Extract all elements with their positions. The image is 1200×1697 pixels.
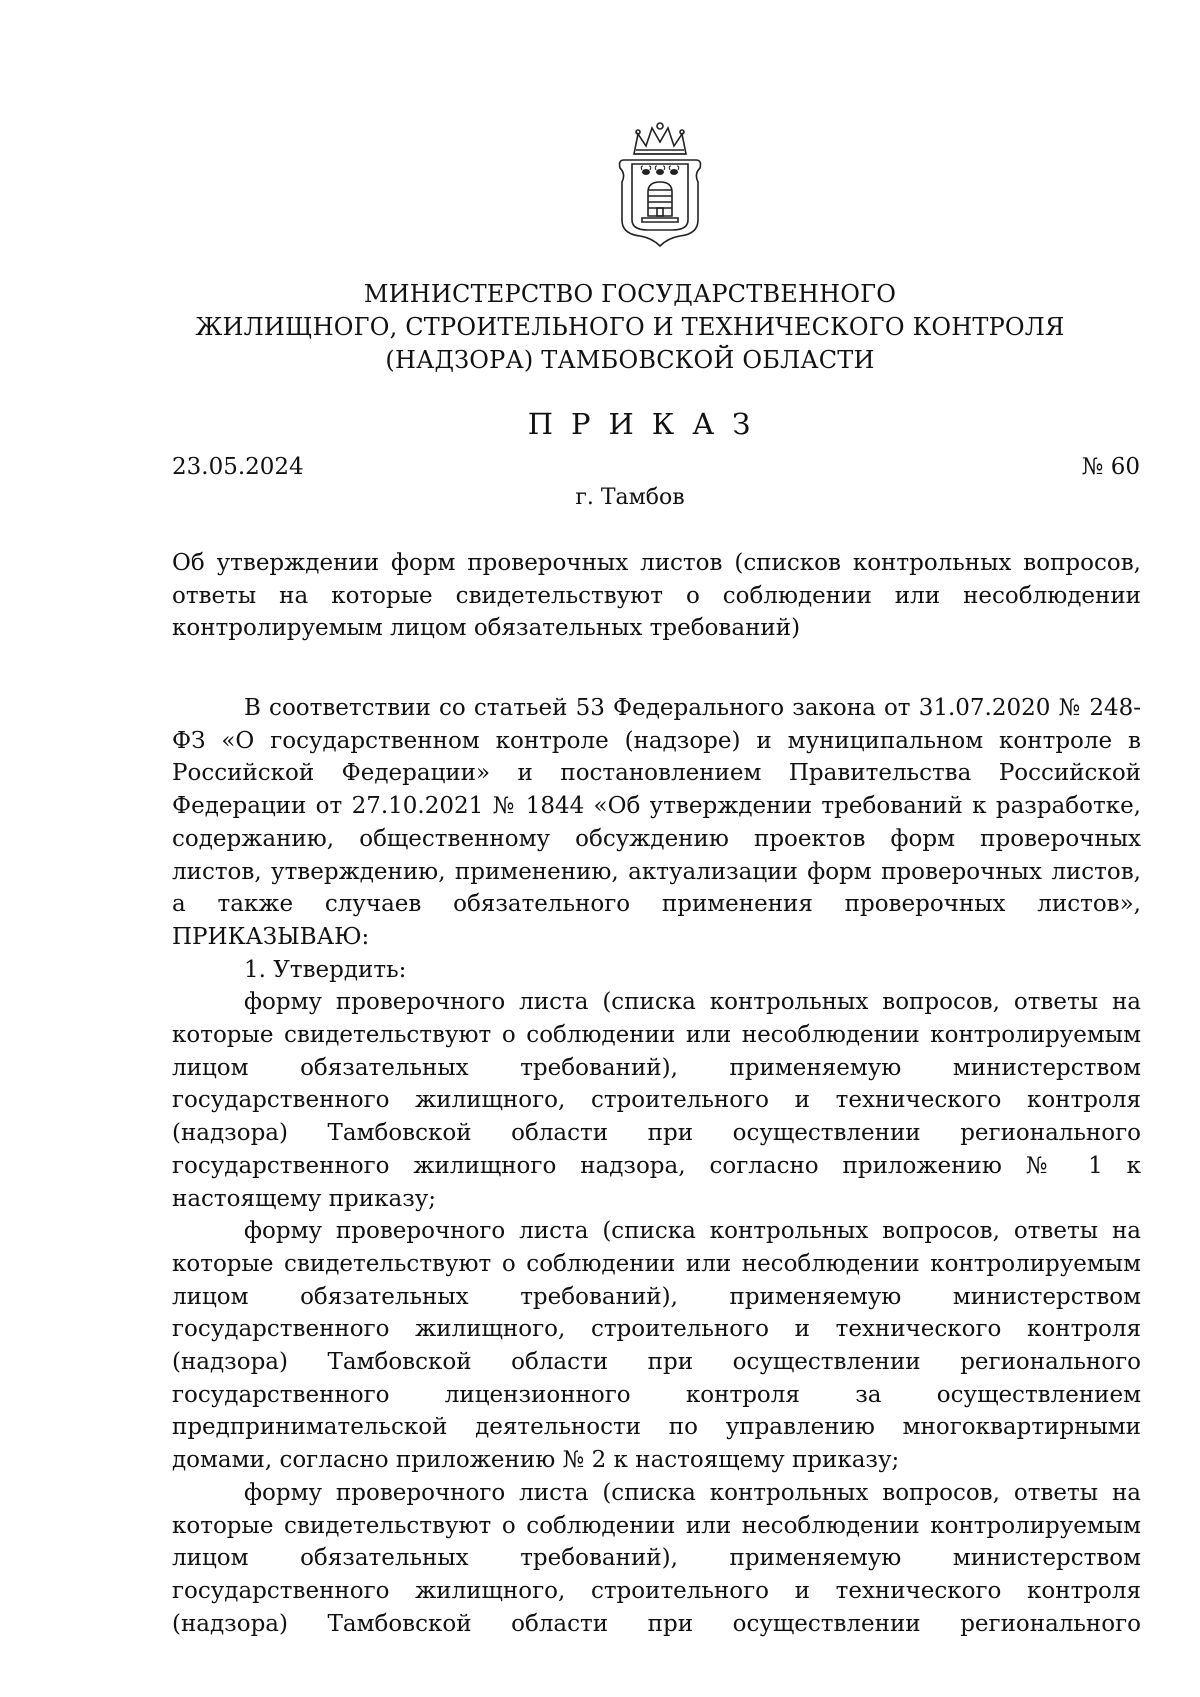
document-subject: Об утверждении форм проверочных листов (списков контрольных вопросов, ответы на которые свидетельствуют о соблюдении или несоблюдении контролируемым лицом обязательных требований): [172, 550, 1141, 641]
document-body: [172, 692, 1141, 1640]
tambov-coat-of-arms-icon: [612, 120, 708, 250]
document-date: 23.05.2024: [172, 454, 304, 480]
ministry-header: [170, 278, 1090, 377]
form-paragraph-1: форму проверочного листа (списка контрольных вопросов, ответы на которые свидетельствуют о соблюдении или несоблюдении контролируемым лицом обязательных требований), применяемую министерством государственного жилищного, строительного и технического контроля (надзора) Тамбовской области при осуществлении регионального государственного жилищного надзора, согласно приложению № 1 к настоящему приказу;: [172, 989, 1141, 1212]
ministry-header-line: ЖИЛИЩНОГО, СТРОИТЕЛЬНОГО И ТЕХНИЧЕСКОГО КОНТРОЛЯ: [195, 313, 1065, 341]
form-paragraph-2: форму проверочного листа (списка контрольных вопросов, ответы на которые свидетельствуют о соблюдении или несоблюдении контролируемым лицом обязательных требований), применяемую министерством государственного жилищного, строительного и технического контроля (надзора) Тамбовской области при осуществлении регионального государственного лицензионного контроля за осуществлением предпринимательской деятельности по управлению многоквартирными домами, согласно приложению № 2 к настоящему приказу;: [172, 1218, 1141, 1474]
document-city: г. Тамбов: [575, 485, 685, 510]
ministry-header-line: (НАДЗОРА) ТАМБОВСКОЙ ОБЛАСТИ: [385, 346, 875, 374]
ministry-header-line: МИНИСТЕРСТВО ГОСУДАРСТВЕННОГО: [363, 280, 897, 308]
form-paragraph-3: форму проверочного листа (списка контрольных вопросов, ответы на которые свидетельствуют о соблюдении или несоблюдении контролируемым лицом обязательных требований), применяемую министерством государственного жилищного, строительного и технического контроля (надзора) Тамбовской области при осуществлении регионального: [172, 1479, 1141, 1637]
document-title: ПРИКАЗ: [527, 407, 769, 441]
preamble-paragraph: В соответствии со статьей 53 Федерального закона от 31.07.2020 № 248-ФЗ «О государственном контроле (надзоре) и муниципальном контроле в Российской Федерации» и постановлением Правительства Российской Федерации от 27.10.2021 № 1844 «Об утверждении требований к разработке, содержанию, общественному обсуждению проектов форм проверочных листов, утверждению, применению, актуализации форм проверочных листов, а также случаев обязательного применения проверочных листов», ПРИКАЗЫВАЮ:: [172, 695, 1141, 950]
document-number: № 60: [1081, 454, 1140, 480]
order-item-1: 1. Утвердить:: [244, 956, 407, 983]
